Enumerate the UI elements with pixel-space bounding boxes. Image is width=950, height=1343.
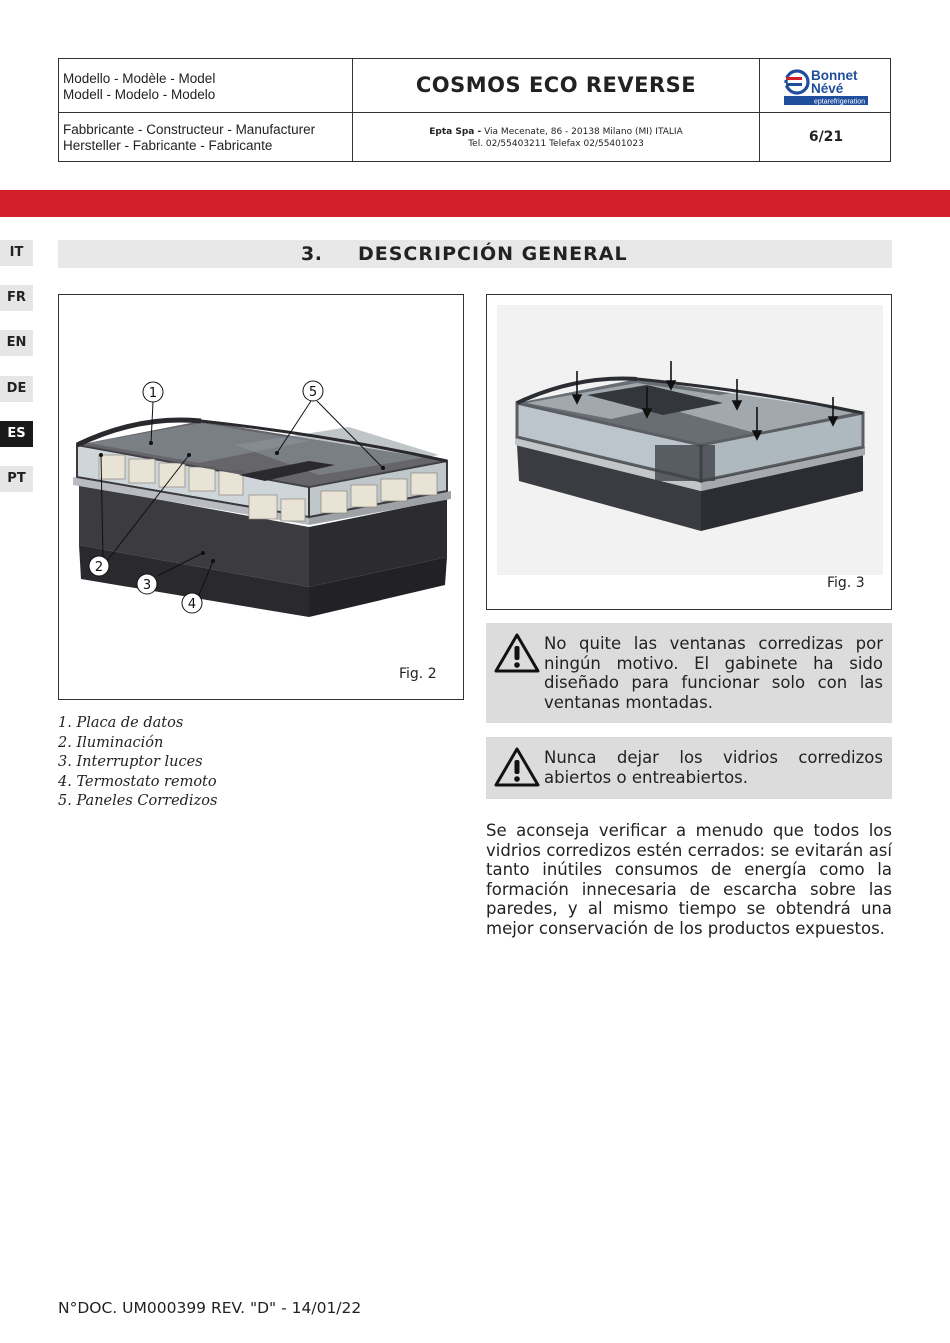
model-label-line-2: Modell - Modelo - Modelo — [63, 87, 216, 102]
figure-3-caption: Fig. 3 — [827, 575, 865, 591]
logo-brand-line-1: Bonnet — [811, 68, 858, 83]
model-label — [63, 71, 348, 103]
legend-item: 1. Placa de datos — [58, 715, 184, 731]
warning-triangle-icon — [494, 633, 540, 673]
warning-box-1 — [486, 623, 892, 723]
warning-triangle-icon — [494, 747, 540, 787]
warning-text-2: Nunca dejar los vidrios corredizos abiertos o entreabiertos. — [544, 748, 883, 787]
company-phone: Tel. 02/55403211 Telefax 02/55401023 — [468, 139, 644, 149]
figure-2 — [58, 294, 464, 700]
section-number: 3. — [301, 243, 323, 265]
figure-3 — [486, 294, 892, 610]
legend-item: 2. Iluminación — [58, 734, 164, 751]
section-title: DESCRIPCIÓN GENERAL — [358, 243, 628, 265]
legend-item: 4. Termostato remoto — [58, 773, 217, 790]
callout-4: 4 — [187, 597, 197, 612]
document-reference: N°DOC. UM000399 REV. "D" - 14/01/22 — [58, 1299, 362, 1317]
page-number: 6/21 — [808, 129, 844, 145]
bonnet-neve-logo — [775, 64, 885, 108]
company-name: Epta Spa - — [429, 127, 482, 137]
lang-tab-it[interactable]: IT — [0, 240, 33, 266]
callout-3: 3 — [142, 578, 152, 593]
callout-1: 1 — [148, 386, 158, 401]
figure-2-illustration — [59, 295, 463, 699]
warning-box-2 — [486, 737, 892, 799]
lang-tab-de[interactable]: DE — [0, 376, 33, 402]
warning-text-1: No quite las ventanas corredizas por ningún motivo. El gabinete ha sido diseñado para funcionar solo con las ventanas montadas. — [544, 634, 883, 712]
lang-tab-es[interactable]: ES — [0, 421, 33, 447]
lang-tab-fr[interactable]: FR — [0, 285, 33, 311]
section-header — [58, 240, 892, 268]
callout-2: 2 — [94, 560, 104, 575]
header-table — [58, 58, 891, 162]
model-name: COSMOS ECO REVERSE — [415, 73, 697, 97]
callout-5: 5 — [308, 385, 318, 400]
figure-2-caption: Fig. 2 — [399, 666, 437, 682]
manufacturer-label — [63, 122, 348, 154]
legend-item: 3. Interruptor luces — [58, 754, 203, 771]
manufacturer-label-line-1: Fabbricante - Constructeur - Manufacturer — [63, 122, 316, 137]
logo-tagline: eptarefrigeration — [814, 98, 865, 106]
figure-3-illustration — [487, 295, 891, 609]
lang-tab-pt[interactable]: PT — [0, 466, 33, 492]
body-paragraph: Se aconseja verificar a menudo que todos los vidrios corredizos estén cerrados: se evitarán así tanto inútiles consumos de energía como la formación innecesaria de escarcha sobre las paredes, y al mismo tiempo se obtendrá una mejor conservación de los productos expuestos. — [486, 821, 892, 938]
model-label-line-1: Modello - Modèle - Model — [63, 71, 216, 86]
figure-legend — [58, 714, 217, 812]
company-address: Via Mecenate, 86 - 20138 Milano (MI) ITALIA — [481, 127, 683, 137]
accent-band — [0, 190, 950, 217]
logo-brand-line-2: Névé — [811, 81, 844, 96]
legend-item: 5. Paneles Corredizos — [58, 793, 218, 810]
manufacturer-label-line-2: Hersteller - Fabricante - Fabricante — [63, 138, 273, 153]
company-info — [353, 126, 759, 150]
lang-tab-en[interactable]: EN — [0, 330, 33, 356]
